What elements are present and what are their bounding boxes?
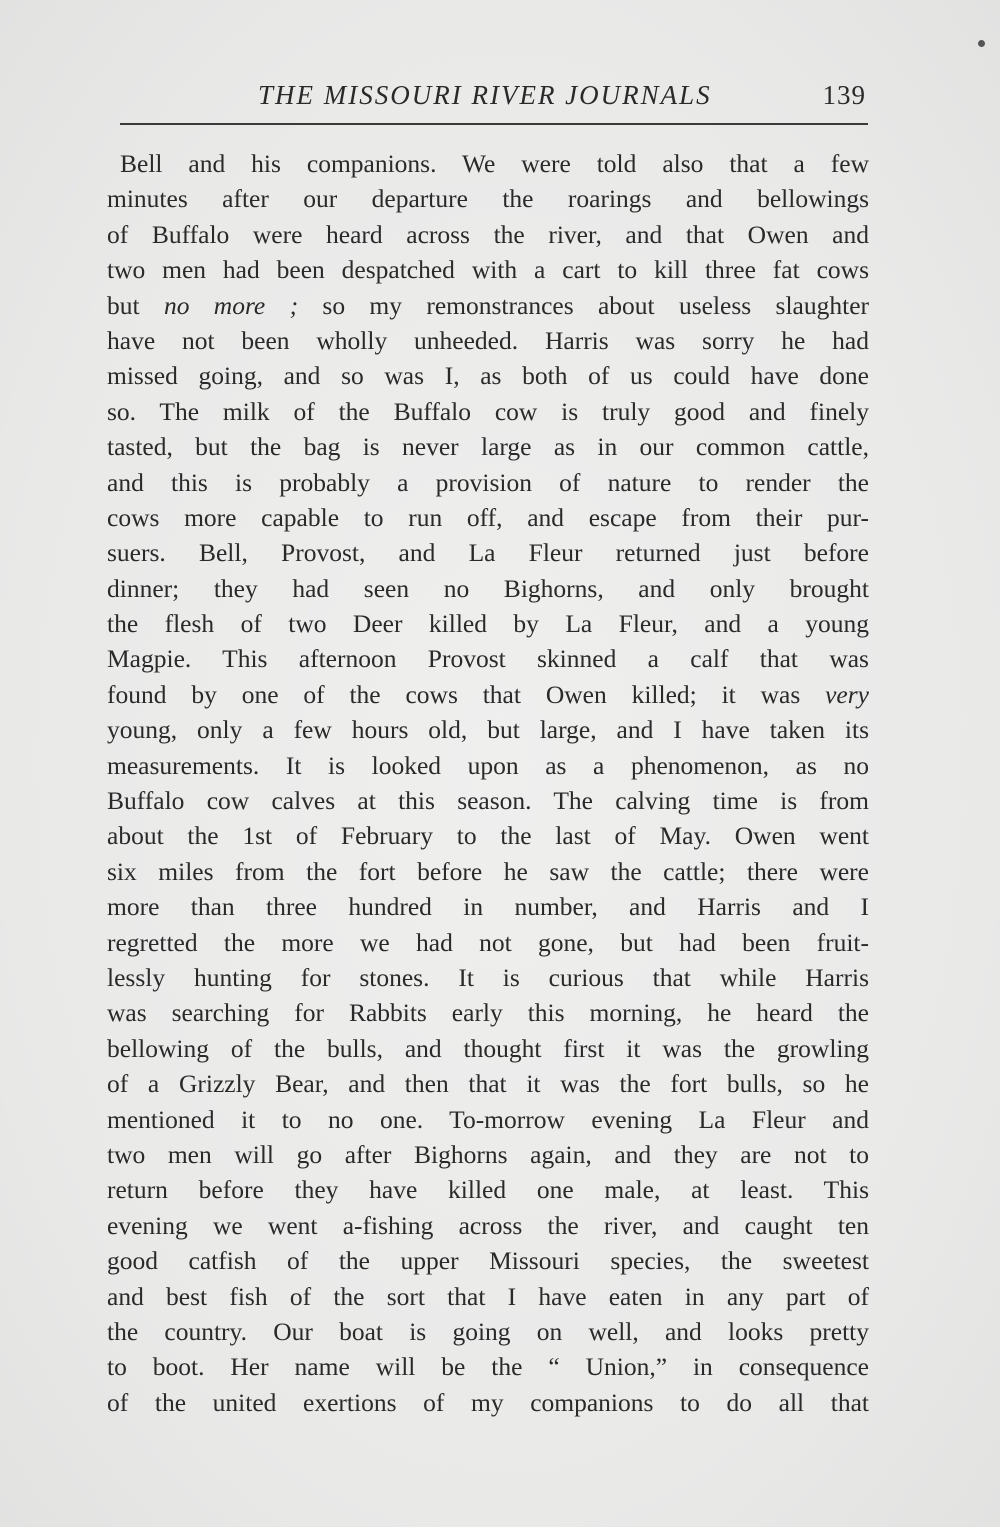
text-line: two men had been despatched with a cart to kill three fat cows [107,255,869,285]
text-segment: found by one of the cows that Owen killed; it was [107,679,826,709]
text-line: the flesh of two Deer killed by La Fleur, and a young [107,609,869,639]
text-line: measurements. It is looked upon as a phenomenon, as no [107,750,869,780]
text-line [107,288,869,323]
text-line: and this is probably a provision of nature to render the [107,467,869,497]
text-line: bellowing of the bulls, and thought first it was the growling [107,1033,869,1063]
page-number: 139 [822,80,866,110]
text-line: cows more capable to run off, and escape from their pur- [107,502,869,532]
italic-text: very [825,679,869,709]
text-segment: so my remonstrances about useless slaughter [298,290,869,320]
text-line: six miles from the fort before he saw the cattle; there were [107,856,869,886]
text-line: more than three hundred in number, and Harris and I [107,892,869,922]
text-line: of the united exertions of my companions to do all that [107,1387,869,1417]
text-line: good catfish of the upper Missouri species, the sweetest [107,1246,869,1276]
text-line: lessly hunting for stones. It is curious that while Harris [107,962,869,992]
text-line: to boot. Her name will be the “ Union,” in consequence [107,1352,869,1382]
text-line: Magpie. This afternoon Provost skinned a calf that was [107,644,869,674]
running-title: THE MISSOURI RIVER JOURNALS [258,80,712,110]
text-line: missed going, and so was I, as both of us could have done [107,361,869,391]
italic-text: no more ; [163,290,299,320]
text-line: about the 1st of February to the last of May. Owen went [107,821,869,851]
header-rule [120,123,868,125]
text-line: dinner; they had seen no Bighorns, and only brought [107,573,869,603]
text-line: return before they have killed one male, at least. This [107,1175,869,1205]
text-line: regretted the more we had not gone, but had been fruit- [107,927,869,957]
page-speck [978,40,985,47]
text-line: tasted, but the bag is never large as in our common cattle, [107,432,869,462]
text-line: and best fish of the sort that I have eaten in any part of [107,1281,869,1311]
text-line: of Buffalo were heard across the river, and that Owen and [107,219,869,249]
text-line: Buffalo cow calves at this season. The calving time is from [107,786,869,816]
text-line: young, only a few hours old, but large, and I have taken its [107,715,869,745]
text-line: suers. Bell, Provost, and La Fleur returned just before [107,538,869,568]
text-line: minutes after our departure the roarings and bellowings [107,184,869,214]
text-line: have not been wholly unheeded. Harris was sorry he had [107,325,869,355]
text-line: of a Grizzly Bear, and then that it was the fort bulls, so he [107,1069,869,1099]
body-text [107,146,869,1420]
text-line: Bell and his companions. We were told also that a few [120,149,869,178]
text-line: was searching for Rabbits early this morning, he heard the [107,998,869,1028]
text-line: two men will go after Bighorns again, and they are not to [107,1139,869,1169]
running-head [120,80,880,116]
text-line [107,677,869,712]
text-line: evening we went a-fishing across the river, and caught ten [107,1210,869,1240]
text-line: the country. Our boat is going on well, and looks pretty [107,1316,869,1346]
text-line: so. The milk of the Buffalo cow is truly good and finely [107,396,869,426]
text-line: mentioned it to no one. To-morrow evening La Fleur and [107,1104,869,1134]
text-segment: but [107,290,164,320]
